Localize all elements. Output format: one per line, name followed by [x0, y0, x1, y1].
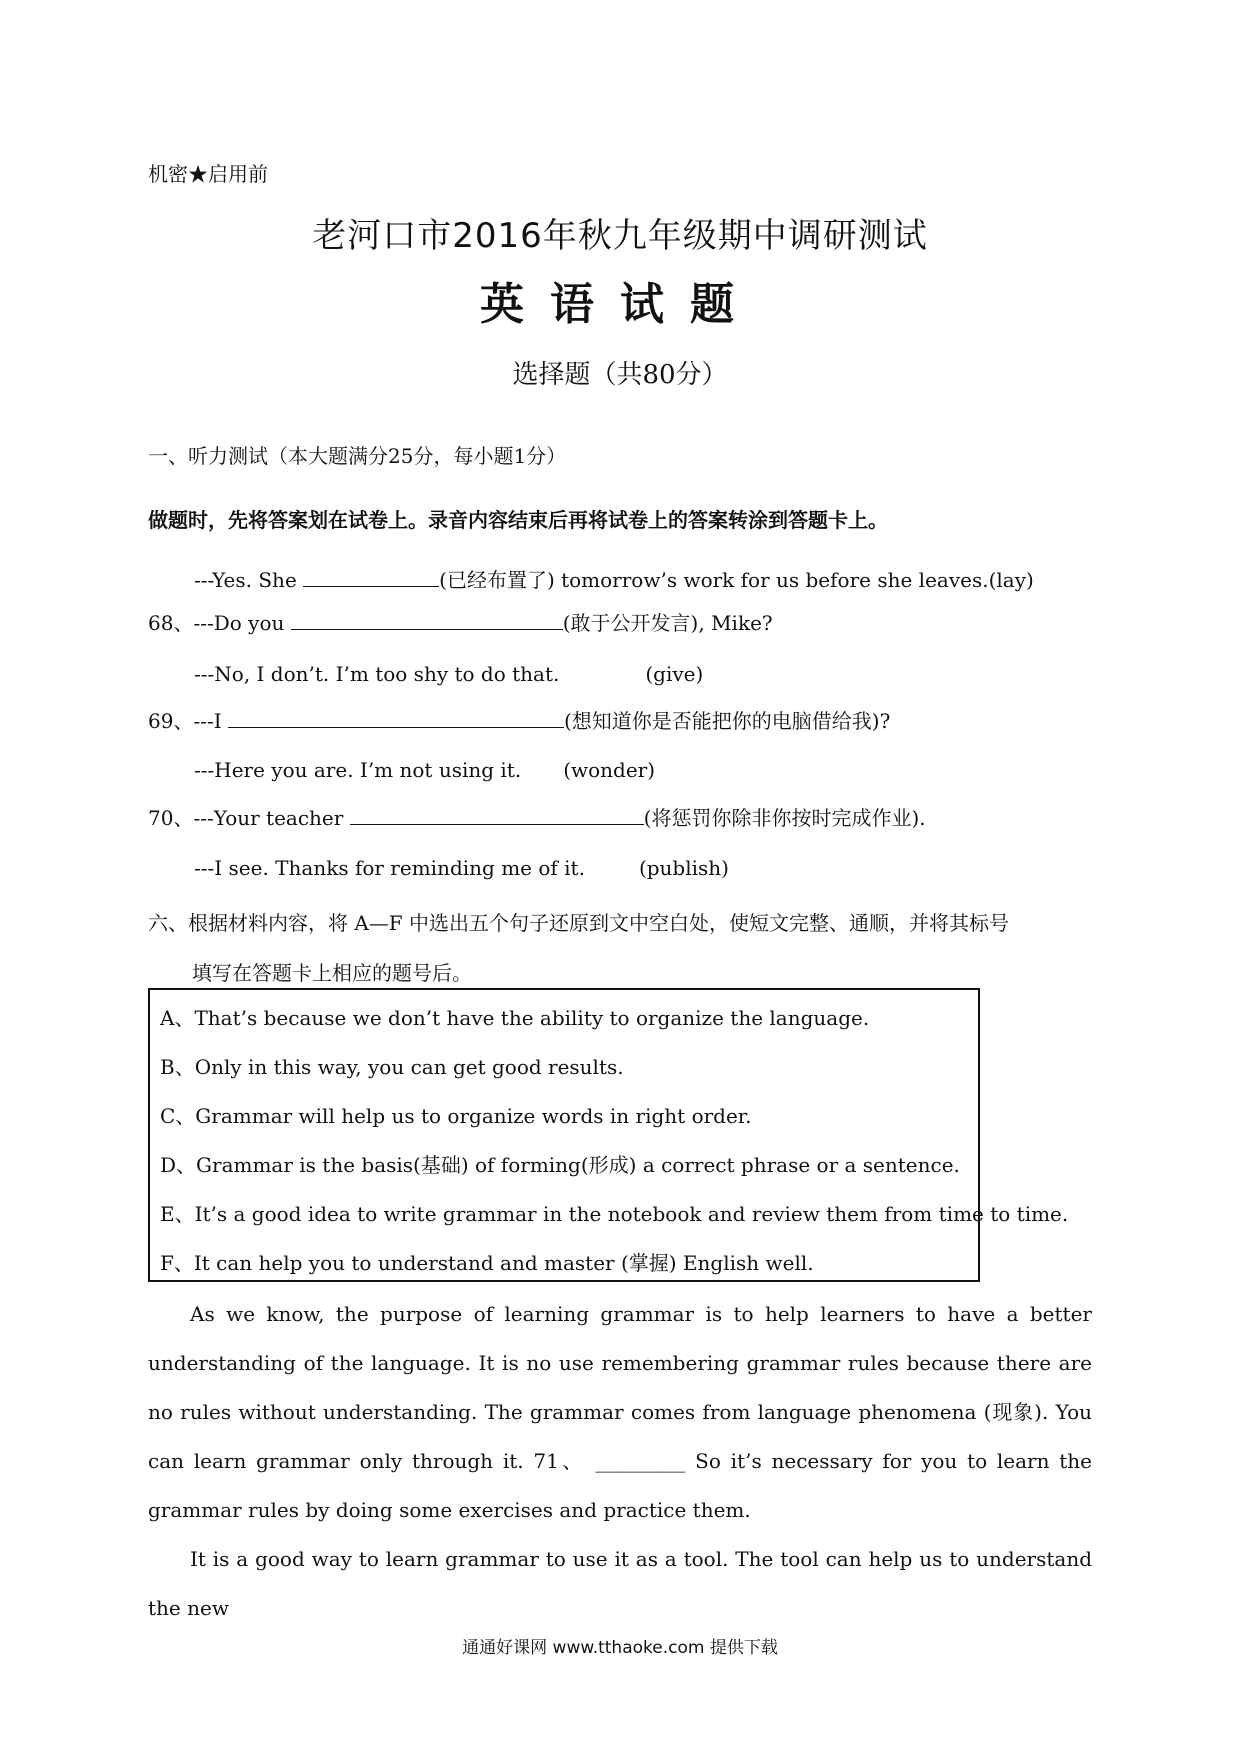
question-69-reply: [194, 758, 655, 782]
options-box: [148, 988, 1069, 1282]
answer-blank[interactable]: [228, 709, 564, 728]
para1-end: So it’s necessary for you to learn the grammar rules by doing some exercises and practice them.: [148, 1449, 1093, 1522]
question-number: 68、: [148, 611, 194, 635]
question-number: 70、: [148, 806, 194, 830]
section-6-instruction: [148, 898, 1098, 998]
footer-source: 通通好课网 www.tthaoke.com 提供下载: [462, 1638, 778, 1658]
question-70: [148, 802, 926, 831]
reply-text: ---No, I don’t. I’m too shy to do that.: [194, 662, 560, 686]
reply-hint: (wonder): [563, 758, 656, 782]
answer-blank[interactable]: [350, 806, 644, 825]
section-listening-instruction: 做题时，先将答案划在试卷上。录音内容结束后再将试卷上的答案转涂到答题卡上。: [148, 508, 888, 532]
option-c: C、Grammar will help us to organize words in right order.: [160, 1104, 752, 1128]
q69-before: ---I: [193, 709, 228, 733]
passage-paragraph-2: It is a good way to learn grammar to use it as a tool. The tool can help us to understand the new: [148, 1547, 1092, 1620]
section-listening-heading: 一、听力测试（本大题满分25分，每小题1分）: [148, 444, 567, 468]
q70-before: ---Your teacher: [193, 806, 350, 830]
question-69: [148, 705, 890, 734]
confidential-label: 机密★启用前: [148, 162, 268, 186]
para1-main: As we know, the purpose of learning grammar is to help learners to have a better understanding of the language. It is no use remembering grammar rules because there are no rules without understanding. The grammar comes from language phenomena (现象). You can learn grammar only through it. 71、: [148, 1302, 1092, 1473]
exam-subject-title: 英语试题: [480, 279, 760, 330]
blank-71[interactable]: _________: [595, 1449, 686, 1473]
section-6-line1: 六、根据材料内容，将 A—F 中选出五个句子还原到文中空白处，使短文完整、通顺，并将其标号: [148, 911, 1010, 935]
option-f: F、It can help you to understand and master (掌握) English well.: [160, 1251, 814, 1275]
question-67-line: [194, 564, 1034, 593]
q67-after: (已经布置了) tomorrow’s work for us before she leaves.(lay): [439, 568, 1034, 592]
q68-after: (敢于公开发言), Mike?: [562, 611, 773, 635]
reply-text: ---I see. Thanks for reminding me of it.: [194, 856, 585, 880]
option-e: E、It’s a good idea to write grammar in the notebook and review them from time to time.: [160, 1202, 1069, 1226]
question-number: 69、: [148, 709, 194, 733]
passage: [148, 1290, 1092, 1633]
q69-after: (想知道你是否能把你的电脑借给我)?: [563, 709, 891, 733]
reply-hint: (give): [645, 662, 704, 686]
answer-blank[interactable]: [303, 568, 439, 587]
exam-part-subtitle: 选择题（共80分）: [512, 360, 728, 390]
reply-hint: (publish): [638, 856, 729, 880]
q68-before: ---Do you: [193, 611, 291, 635]
q70-after: (将惩罚你除非你按时完成作业).: [643, 806, 926, 830]
option-a: A、That’s because we don’t have the ability to organize the language.: [160, 1006, 870, 1030]
question-68-reply: [194, 662, 703, 686]
q67-before: ---Yes. She: [194, 568, 304, 592]
option-b: B、Only in this way, you can get good results.: [160, 1055, 624, 1079]
answer-blank[interactable]: [291, 611, 563, 630]
passage-paragraph-1: [148, 1290, 1092, 1535]
question-68: [148, 607, 773, 636]
question-70-reply: [194, 856, 729, 880]
section-6-line2: 填写在答题卡上相应的题号后。: [192, 961, 472, 985]
exam-title: 老河口市2016年秋九年级期中调研测试: [312, 216, 928, 256]
reply-text: ---Here you are. I’m not using it.: [194, 758, 522, 782]
option-d: D、Grammar is the basis(基础) of forming(形成) a correct phrase or a sentence.: [160, 1153, 960, 1177]
